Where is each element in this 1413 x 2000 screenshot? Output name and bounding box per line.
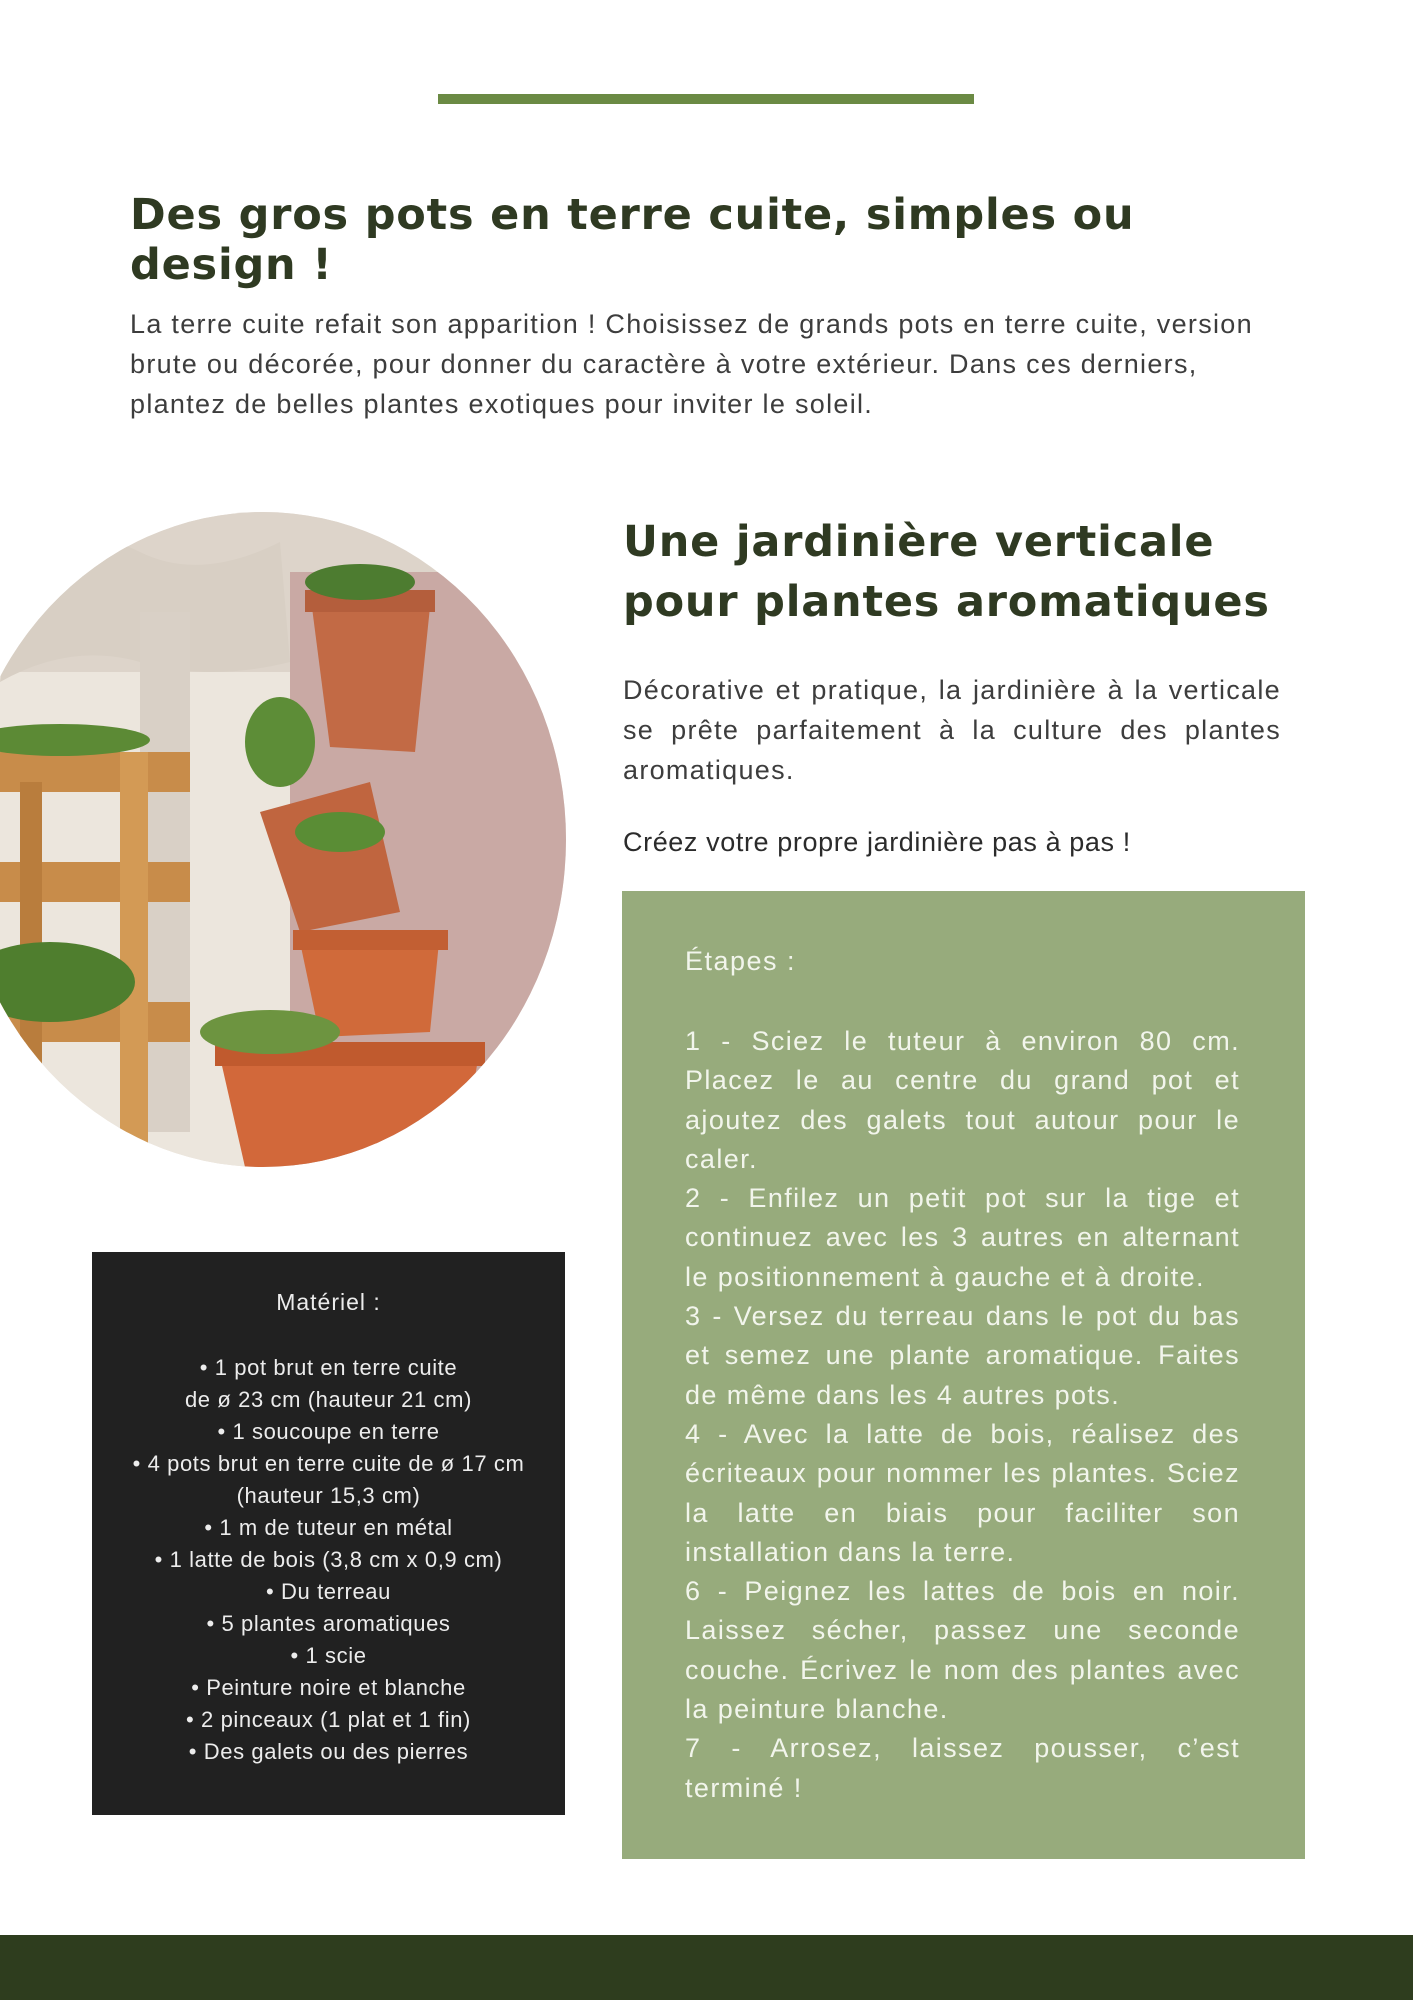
step-item: 6 - Peignez les lattes de bois en noir. Laissez sécher, passez une seconde couche. Écrivez le nom des plantes avec la peinture blanche.: [685, 1576, 1240, 1725]
materials-item: • 1 pot brut en terre cuite de ø 23 cm (hauteur 21 cm): [184, 1355, 473, 1412]
materials-item: • 1 m de tuteur en métal: [204, 1515, 453, 1540]
materials-item: • 1 latte de bois (3,8 cm x 0,9 cm): [154, 1547, 503, 1572]
section-body-vertical-planter: Décorative et pratique, la jardinière à la verticale se prête parfaitement à la culture des plantes aromatiques.: [623, 675, 1281, 785]
materials-item: • Peinture noire et blanche: [191, 1675, 466, 1700]
materials-box: [92, 1252, 565, 1815]
step-item: 3 - Versez du terreau dans le pot du bas et semez une plante aromatique. Faites de même dans les 4 autres pots.: [685, 1301, 1240, 1410]
section-body-terracotta: La terre cuite refait son apparition ! Choisissez de grands pots en terre cuite, version brute ou décorée, pour donner du caractère à votre extérieur. Dans ces derniers, plantez de belles plantes exotiques pour inviter le soleil.: [130, 309, 1253, 419]
step-item: 2 - Enfilez un petit pot sur la tige et continuez avec les 3 autres en alternant le positionnement à gauche et à droite.: [685, 1183, 1240, 1292]
materials-item: • 1 soucoupe en terre: [217, 1419, 440, 1444]
step-item: 7 - Arrosez, laissez pousser, c’est terminé !: [685, 1733, 1240, 1803]
materials-item: • 4 pots brut en terre cuite de ø 17 cm (hauteur 15,3 cm): [132, 1451, 525, 1508]
section-title-vertical-planter: Une jardinière verticale pour plantes aromatiques: [623, 517, 1270, 627]
materials-item: • Du terreau: [266, 1579, 391, 1604]
photo-terracotta-pots-and-pallet-planter: [0, 512, 566, 1167]
materials-item: • 5 plantes aromatiques: [206, 1611, 451, 1636]
steps-title: Étapes :: [685, 946, 797, 976]
section-title-terracotta: Des gros pots en terre cuite, simples ou design !: [130, 190, 1135, 290]
step-item: 4 - Avec la latte de bois, réalisez des écriteaux pour nommer les plantes. Sciez la latte en biais pour faciliter son installation dans la terre.: [685, 1418, 1240, 1567]
materials-item: • 1 scie: [290, 1643, 367, 1668]
steps-box: [622, 891, 1305, 1859]
step-item: 1 - Sciez le tuteur à environ 80 cm. Placez le au centre du grand pot et ajoutez des galets tout autour pour le caler.: [685, 1026, 1240, 1174]
materials-list: [92, 1352, 565, 1768]
steps-list: [685, 1022, 1240, 1808]
materials-item: • Des galets ou des pierres: [188, 1739, 469, 1764]
circular-photo: [0, 512, 566, 1167]
footer-band: [0, 1935, 1413, 2000]
materials-item: • 2 pinceaux (1 plat et 1 fin): [186, 1707, 471, 1732]
top-accent-rule: [438, 94, 974, 104]
materials-title: Matériel :: [276, 1289, 381, 1315]
section-cta: Créez votre propre jardinière pas à pas !: [623, 827, 1131, 857]
